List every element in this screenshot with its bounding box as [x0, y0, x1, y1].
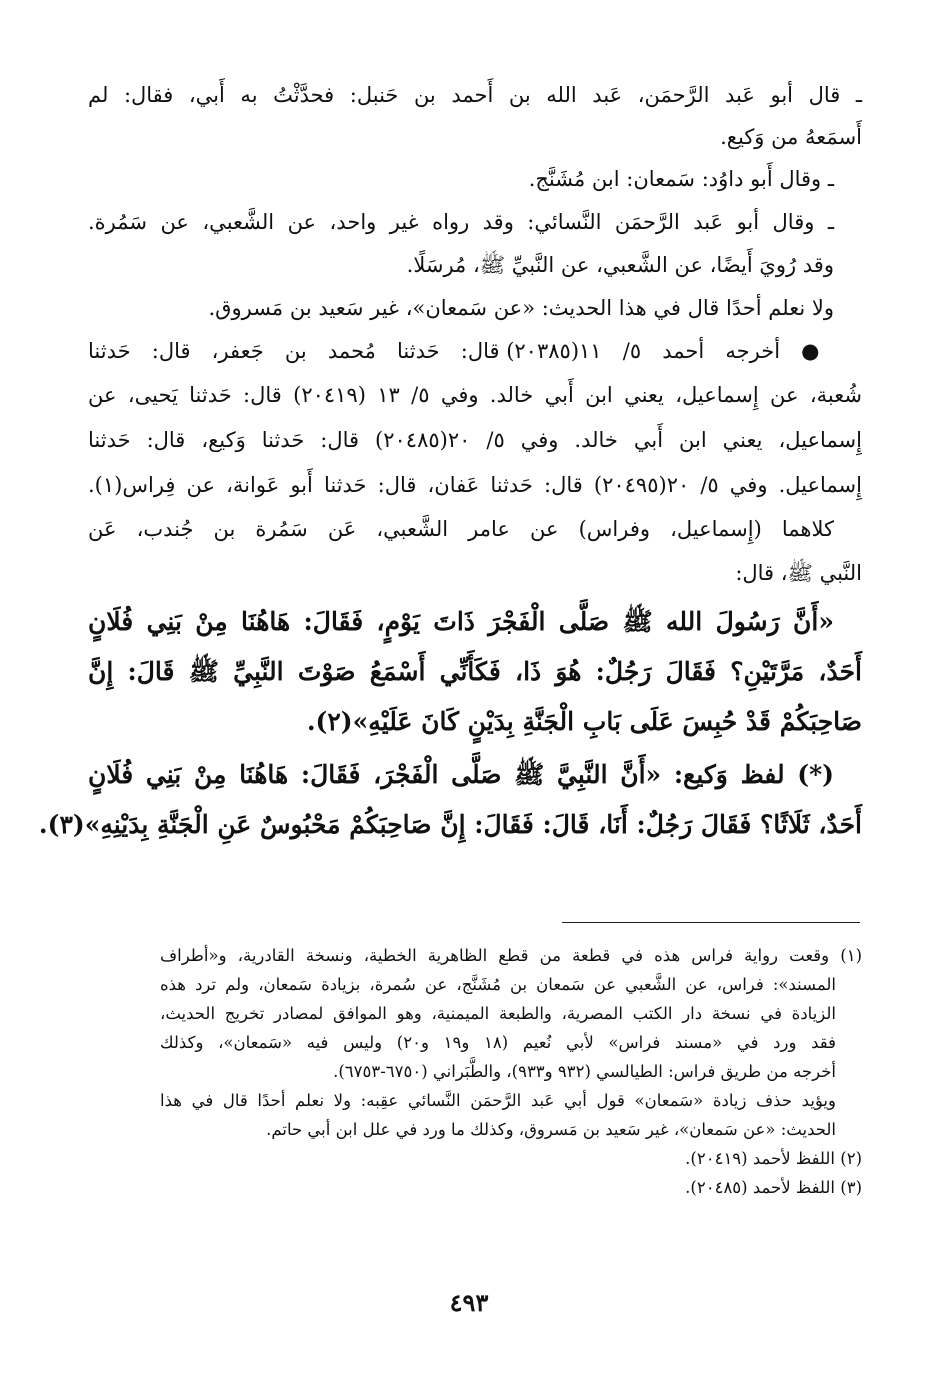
footnote-line: المسند»: فراس، عن الشَّعبي عن سَمعان بن مُشَنَّج، عن سُمرة، بزيادة سَمعان، ولم ترد هذه	[160, 975, 836, 994]
hadith-line: «أَنَّ رَسُولَ الله ﷺ صَلَّى الْفَجْرَ ذَاتَ يَوْمٍ، فَقَالَ: هَاهُنَا مِنْ بَنِي فُلَانٍ	[88, 607, 834, 636]
footnote-line: أخرجه من طريق فراس: الطيالسي (٩٣٢ و٩٣٣)، والطَّبَراني (٦٧٥٠-٦٧٥٣).	[333, 1062, 836, 1081]
text-line: أَسمَعهُ من وَكيع.	[720, 125, 862, 149]
text-line: إِسماعيل. وفي ٥/ ٢٠(٢٠٤٩٥) قال: حَدثنا عَفان، قال: حَدثنا أَبو عَوانة، عن فِراس(١).	[88, 473, 862, 497]
page-number: ٤٩٣	[449, 1288, 489, 1317]
text-line: ● أخرجه أحمد ٥/ ١١(٢٠٣٨٥) قال: حَدثنا مُحمد بن جَعفر، قال: حَدثنا	[88, 339, 834, 363]
text-line: ـ وقال أبو عَبد الرَّحمَن النَّسائي: وقد رواه غير واحد، عن الشَّعبي، عن سَمُرة.	[88, 210, 834, 234]
hadith-line: أَحَدٌ، ثَلَاثًا؟ فَقَالَ رَجُلٌ: أَنَا، قَالَ: فَقَالَ: إِنَّ صَاحِبَكُمْ مَحْبُوسٌ عَنِ الْجَنَّةِ بِدَيْنِهِ»(٣).	[38, 810, 862, 839]
text-line: وقد رُويَ أَيضًا، عن الشَّعبي، عن النَّبيِّ ﷺ، مُرسَلًا.	[406, 253, 834, 277]
footnote-line: (٢) اللفظ لأحمد (٢٠٤١٩).	[685, 1149, 862, 1168]
text-line: شُعبة، عن إِسماعيل، يعني ابن أَبي خالد. وفي ٥/ ١٣ (٢٠٤١٩) قال: حَدثنا يَحيى، عن	[88, 383, 862, 407]
footnote-line: ويؤيد حذف زيادة «سَمعان» قول أبي عَبد الرَّحمَن النَّسائي عقِبه: ولا نعلم أحدًا قال في هذا	[160, 1091, 836, 1110]
footnote-line: (١) وقعت رواية فراس هذه في قطعة من قطع الظاهرية الخطية، ونسخة القادرية، و«أطراف	[160, 946, 862, 965]
text-line: النَّبي ﷺ، قال:	[735, 561, 862, 585]
text-line: كلاهما (إِسماعيل، وفراس) عن عامر الشَّعبي، عَن سَمُرة بن جُندب، عَن	[88, 517, 834, 541]
hadith-line: أَحَدٌ، مَرَّتَيْنِ؟ فَقَالَ رَجُلٌ: هُوَ ذَا، فَكَأَنِّي أَسْمَعُ صَوْتَ النَّبِيِّ ﷺ قَالَ: إِنَّ	[88, 657, 862, 686]
text-line: ولا نعلم أحدًا قال في هذا الحديث: «عن سَمعان»، غير سَعيد بن مَسروق.	[208, 296, 834, 320]
text-line: ـ قال أبو عَبد الرَّحمَن، عَبد الله بن أَحمد بن حَنبل: فحدَّثْتُ به أَبي، فقال: لم	[88, 83, 862, 107]
hadith-line: (*) لفظ وَكيع: «أَنَّ النَّبِيَّ ﷺ صَلَّى الْفَجْرَ، فَقَالَ: هَاهُنَا مِنْ بَنِي فُلَانٍ	[88, 760, 834, 789]
text-line: إِسماعيل، يعني ابن أَبي خالد. وفي ٥/ ٢٠(٢٠٤٨٥) قال: حَدثنا وَكيع، قال: حَدثنا	[88, 428, 862, 452]
footnote-line: الزيادة في نسخة دار الكتب المصرية، والطبعة الميمنية، وهو الموافق لمصادر تخريج الحديث،	[160, 1004, 836, 1023]
footnote-divider	[562, 922, 860, 923]
footnote-line: (٣) اللفظ لأحمد (٢٠٤٨٥).	[685, 1178, 862, 1197]
text-line: ـ وقال أَبو داوُد: سَمعان: ابن مُشَنَّج.	[528, 167, 834, 191]
hadith-line: صَاحِبَكُمْ قَدْ حُبِسَ عَلَى بَابِ الْجَنَّةِ بِدَيْنٍ كَانَ عَلَيْهِ»(٢).	[306, 707, 862, 736]
footnote-line: فقد ورد في «مسند فراس» لأبي نُعيم (١٨ و١٩ و٢٠) وليس فيه «سَمعان»، وكذلك	[160, 1033, 837, 1052]
footnote-line: الحديث: «عن سَمعان»، غير سَعيد بن مَسروق، وكذلك ما ورد في علل ابن أبي حاتم.	[266, 1120, 836, 1139]
